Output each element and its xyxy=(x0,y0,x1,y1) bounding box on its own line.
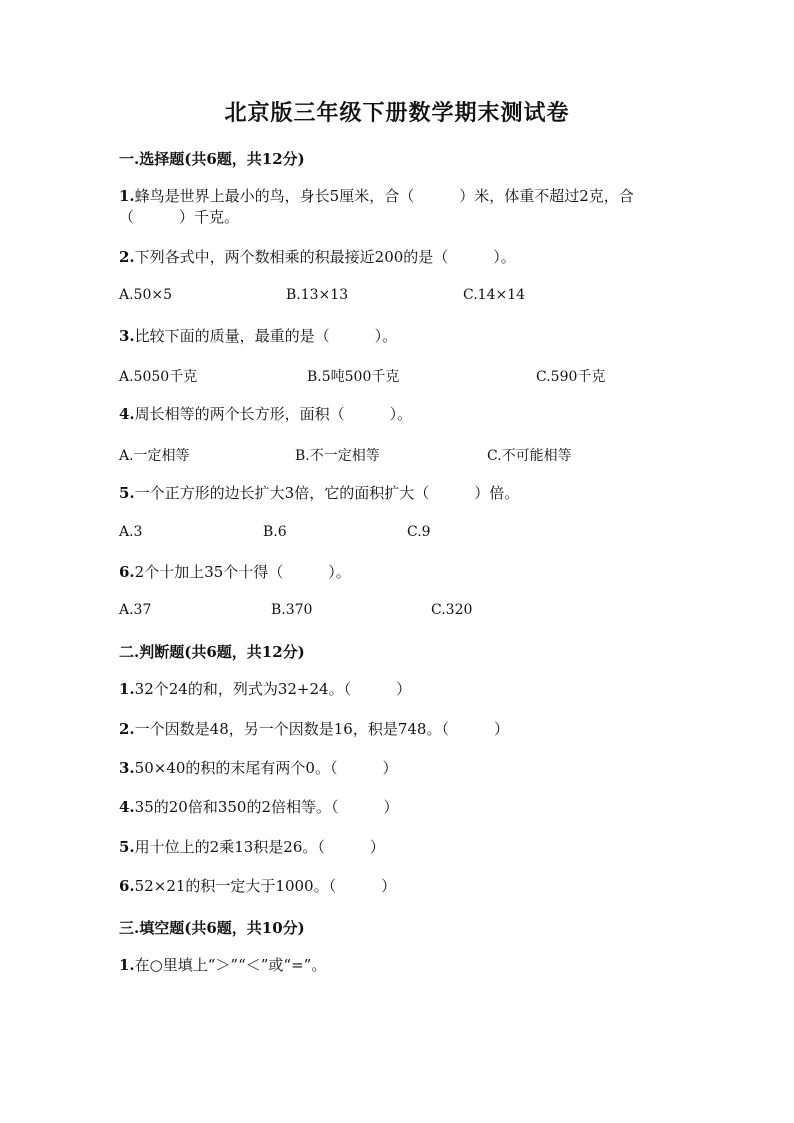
question-number: 1. xyxy=(119,680,135,698)
choice-6-option-b: B.370 xyxy=(271,602,313,618)
question-number: 2. xyxy=(119,720,135,738)
question-number: 1. xyxy=(119,956,135,974)
choice-2-option-c: C.14×14 xyxy=(463,287,526,303)
question-number: 6. xyxy=(119,877,135,895)
choice-3-option-a: A.5050千克 xyxy=(119,369,198,385)
choice-question-3 xyxy=(119,326,397,346)
question-text: 比较下面的质量，最重的是（ ）。 xyxy=(134,327,398,345)
choice-question-2 xyxy=(119,247,516,267)
choice-2-option-a: A.50×5 xyxy=(119,287,173,303)
choice-3-option-c: C.590千克 xyxy=(536,369,606,385)
question-text: 周长相等的两个长方形，面积（ ）。 xyxy=(134,405,413,423)
question-number: 5. xyxy=(119,838,135,856)
choice-question-1-cont xyxy=(119,207,239,227)
section-heading-judge: 二.判断题(共6题，共12分) xyxy=(119,643,305,661)
question-text: 一个因数是48，另一个因数是16，积是748。（ ） xyxy=(134,720,509,738)
question-number: 3. xyxy=(119,327,135,345)
judge-question-6 xyxy=(119,876,396,896)
judge-question-3 xyxy=(119,758,397,778)
question-number: 6. xyxy=(119,563,135,581)
section-heading-choice: 一.选择题(共6题，共12分) xyxy=(119,150,305,168)
question-text: 一个正方形的边长扩大3倍，它的面积扩大（ ）倍。 xyxy=(134,484,520,502)
choice-question-5 xyxy=(119,483,519,503)
judge-question-2 xyxy=(119,719,509,739)
choice-question-1 xyxy=(119,186,634,206)
choice-6-option-c: C.320 xyxy=(431,602,473,618)
question-text: 用十位上的2乘13积是26。（ ） xyxy=(134,838,385,856)
choice-4-option-b: B.不一定相等 xyxy=(295,448,380,464)
choice-question-4 xyxy=(119,404,412,424)
page-title: 北京版三年级下册数学期末测试卷 xyxy=(224,100,570,126)
choice-5-option-b: B.6 xyxy=(263,524,287,540)
question-number: 4. xyxy=(119,405,135,423)
choice-4-option-a: A.一定相等 xyxy=(119,448,190,464)
choice-3-option-b: B.5吨500千克 xyxy=(307,369,400,385)
question-text: 52×21的积一定大于1000。（ ） xyxy=(134,877,397,895)
choice-6-option-a: A.37 xyxy=(119,602,152,618)
question-number: 1. xyxy=(119,187,135,205)
section-heading-fill: 三.填空题(共6题，共10分) xyxy=(119,919,305,937)
question-text: 在○里填上“＞”“＜”或“=”。 xyxy=(134,956,327,974)
choice-4-option-c: C.不可能相等 xyxy=(487,448,572,464)
question-number: 5. xyxy=(119,484,135,502)
judge-question-4 xyxy=(119,797,399,817)
judge-question-5 xyxy=(119,837,385,857)
question-text-line2: （ ）千克。 xyxy=(119,208,240,226)
choice-question-6 xyxy=(119,562,351,582)
question-text-line1: 蜂鸟是世界上最小的鸟，身长5厘米，合（ ）米，体重不超过2克，合 xyxy=(134,187,634,205)
choice-2-option-b: B.13×13 xyxy=(286,287,349,303)
question-text: 50×40的积的末尾有两个0。（ ） xyxy=(134,759,398,777)
question-text: 35的20倍和350的2倍相等。（ ） xyxy=(134,798,399,816)
question-number: 4. xyxy=(119,798,135,816)
question-text: 2个十加上35个十得（ ）。 xyxy=(134,563,351,581)
judge-question-1 xyxy=(119,679,411,699)
question-text: 32个24的和，列式为32+24。（ ） xyxy=(134,680,412,698)
fill-question-1 xyxy=(119,955,326,975)
question-text: 下列各式中，两个数相乘的积最接近200的是（ ）。 xyxy=(134,248,516,266)
question-number: 2. xyxy=(119,248,135,266)
choice-5-option-c: C.9 xyxy=(407,524,431,540)
choice-5-option-a: A.3 xyxy=(119,524,143,540)
question-number: 3. xyxy=(119,759,135,777)
